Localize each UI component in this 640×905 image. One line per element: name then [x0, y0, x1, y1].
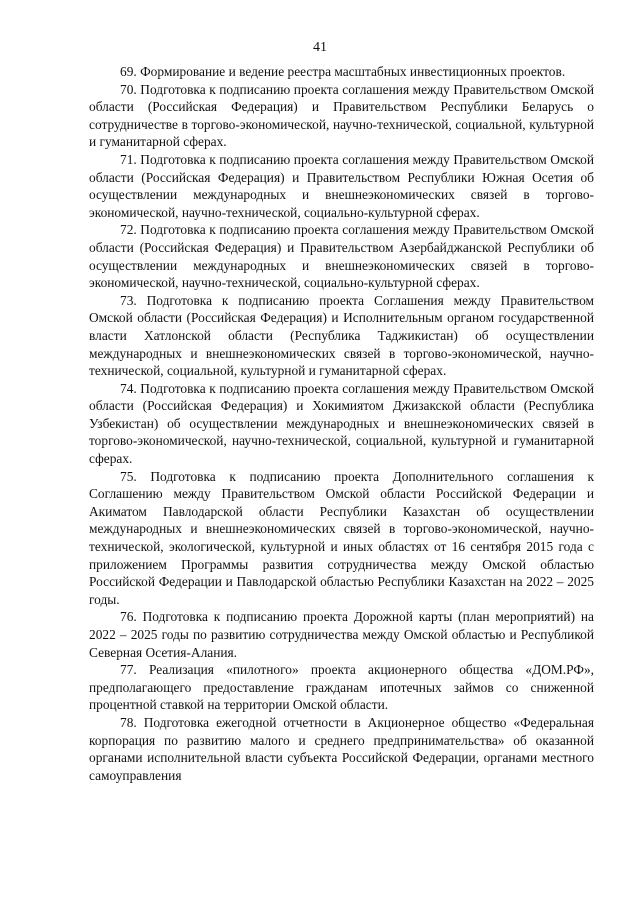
paragraph-item-78: 78. Подготовка ежегодной отчетности в Акционерное общество «Федеральная корпорация по развитию малого и среднего предпринимательства» об оказанной органами исполнительной власти субъекта Российской Федерации, органами местного самоуправления [89, 714, 594, 783]
paragraph-item-73: 73. Подготовка к подписанию проекта Соглашения между Правительством Омской области (Российская Федерация) и Исполнительным органом государственной власти Хатлонской области (Республика Таджикистан) об осуществлении международных и внешнеэкономических связей в торгово-экономической, научно-технической, социальной, культурной и гуманитарной сферах. [89, 292, 594, 379]
paragraph-item-70: 70. Подготовка к подписанию проекта соглашения между Правительством Омской области (Российская Федерация) и Правительством Республики Беларусь о сотрудничестве в торгово-экономической, научно-технической, социальной, культурной и гуманитарной сферах. [89, 81, 594, 150]
paragraph-item-72: 72. Подготовка к подписанию проекта соглашения между Правительством Омской области (Российская Федерация) и Правительством Азербайджанской Республики об осуществлении международных и внешнеэкономических связей в торгово-экономической, научно-технической, социально-культурной сферах. [89, 222, 594, 291]
document-body [89, 63, 594, 784]
paragraph-item-74: 74. Подготовка к подписанию проекта соглашения между Правительством Омской области (Российская Федерация) и Хокимиятом Джизакской области (Республика Узбекистан) об осуществлении международных и внешнеэкономических связей в торгово-экономической, научно-технической, социальной, культурной и гуманитарной сферах. [89, 380, 594, 467]
paragraph-item-76: 76. Подготовка к подписанию проекта Дорожной карты (план мероприятий) на 2022 – 2025 годы по развитию сотрудничества между Омской областью и Республикой Северная Осетия-Алания. [89, 609, 594, 660]
page-number: 41 [313, 40, 327, 55]
paragraph-item-69: 69. Формирование и ведение реестра масштабных инвестиционных проектов. [120, 64, 566, 79]
paragraph-item-75: 75. Подготовка к подписанию проекта Дополнительного соглашения к Соглашению между Правительством Омской области Российской Федерации и Акиматом Павлодарской области Республики Казахстан об осуществлении международных и внешнеэкономических связей в торгово-экономической, научно-технической, экологической, культурной и иных областях от 16 сентября 2015 года с приложением Программы развития сотрудничества между Омской областью Российской Федерации и Павлодарской областью Республики Казахстан на 2022 – 2025 годы. [89, 468, 594, 607]
paragraph-item-77: 77. Реализация «пилотного» проекта акционерного общества «ДОМ.РФ», предполагающего предоставление гражданам ипотечных займов со сниженной процентной ставкой на территории Омской области. [89, 662, 594, 713]
paragraph-item-71: 71. Подготовка к подписанию проекта соглашения между Правительством Омской области (Российская Федерация) и Правительством Республики Южная Осетия об осуществлении международных и внешнеэкономических связей в торгово-экономической, научно-технической, социально-культурной сферах. [89, 151, 594, 220]
